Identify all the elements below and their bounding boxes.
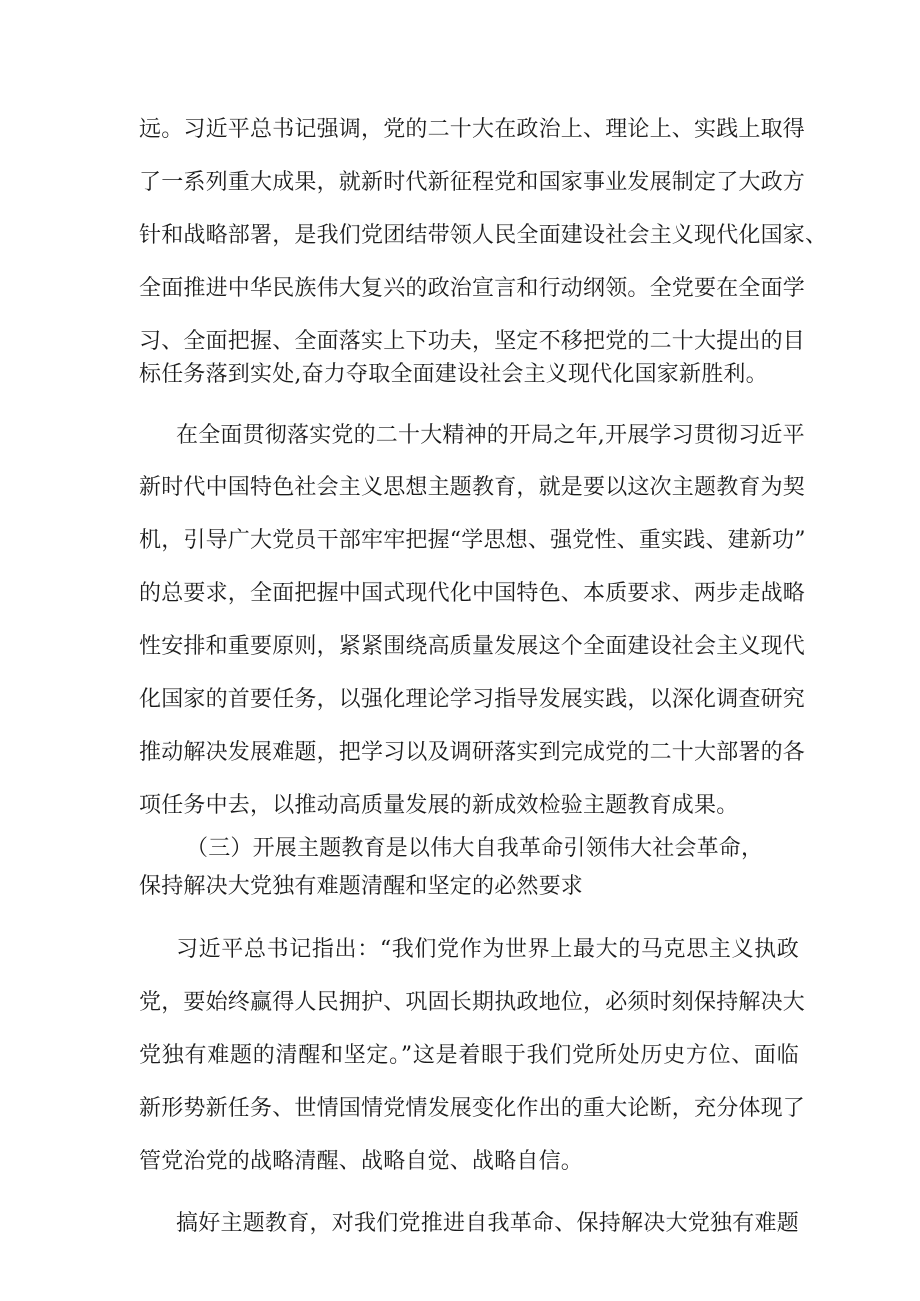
section-heading-line: （三）开展主题教育是以伟大自我革命引领伟大社会革命， [186, 836, 764, 861]
paragraph-first-line: 搞好主题教育，对我们党推进自我革命、保持解决大党独有难题 [176, 1211, 799, 1236]
paragraph-line: 党独有难题的清醒和坚定。”这是着眼于我们党所处历史方位、面临 [139, 1043, 799, 1068]
paragraph-line: 习、全面把握、全面落实上下功夫，坚定不移把党的二十大提出的目 [139, 329, 806, 354]
paragraph-line: 化国家的首要任务，以强化理论学习指导发展实践，以深化调查研究 [139, 687, 806, 712]
paragraph-line: 性安排和重要原则，紧紧围绕高质量发展这个全面建设社会主义现代 [139, 634, 806, 659]
paragraph-line: 党，要始终赢得人民拥护、巩固长期执政地位，必须时刻保持解决大 [139, 990, 806, 1015]
paragraph-line: 的总要求，全面把握中国式现代化中国特色、本质要求、两步走战略 [139, 581, 806, 606]
paragraph-line: 新时代中国特色社会主义思想主题教育，就是要以这次主题教育为契 [139, 475, 806, 500]
paragraph-line: 项任务中去，以推动高质量发展的新成效检验主题教育成果。 [139, 793, 739, 818]
paragraph-line: 推动解决发展难题，把学习以及调研落实到完成党的二十大部署的各 [139, 740, 806, 765]
paragraph-line: 远。习近平总书记强调，党的二十大在政治上、理论上、实践上取得 [139, 117, 806, 142]
paragraph-first-line: 习近平总书记指出：“我们党作为世界上最大的马克思主义执政 [176, 937, 799, 962]
paragraph-line: 标任务落到实处,奋力夺取全面建设社会主义现代化国家新胜利。 [139, 362, 768, 387]
paragraph-line: 针和战略部署，是我们党团结带领人民全面建设社会主义现代化国家、 [139, 223, 828, 248]
paragraph-line: 机，引导广大党员干部牢牢把握“学思想、强党性、重实践、建新功” [139, 528, 806, 553]
section-heading-line: 保持解决大党独有难题清醒和坚定的必然要求 [139, 874, 584, 899]
paragraph-first-line: 在全面贯彻落实党的二十大精神的开局之年,开展学习贯彻习近平 [176, 423, 805, 448]
paragraph-line: 全面推进中华民族伟大复兴的政治宣言和行动纲领。全党要在全面学 [139, 276, 806, 301]
paragraph-line: 管党治党的战略清醒、战略自觉、战略自信。 [139, 1149, 584, 1174]
paragraph-line: 了一系列重大成果，就新时代新征程党和国家事业发展制定了大政方 [139, 170, 806, 195]
paragraph-line: 新形势新任务、世情国情党情发展变化作出的重大论断，充分体现了 [139, 1096, 806, 1121]
